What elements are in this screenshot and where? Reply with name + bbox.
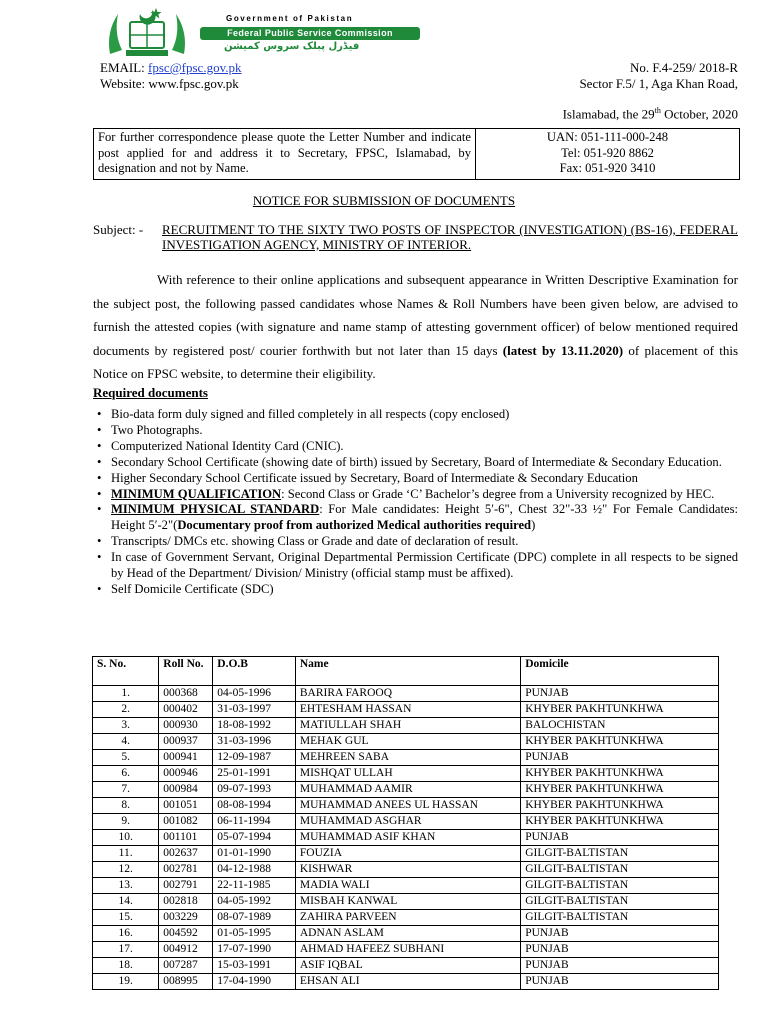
candidates-table [92,656,719,990]
cell-name: MUHAMMAD AAMIR [295,782,520,798]
cell-name: ASIF IQBAL [295,958,520,974]
qualification-item: • MINIMUM QUALIFICATION: Second Class or Grade ‘C’ Bachelor’s degree from a University recognized by HEC. [97,486,715,501]
physical-standard-item: • MINIMUM PHYSICAL STANDARD: For Male candidates: Height 5′-6", Chest 32"-33 ½" For Female Candidates: Height 5′-2"(Documentary proof from authorized Medical authorities required) [97,502,739,533]
cell-domicile: KHYBER PAKHTUNKHWA [521,734,719,750]
cell-name: KISHWAR [295,862,520,878]
cell-domicile: KHYBER PAKHTUNKHWA [521,814,719,830]
cell-sno: 15. [93,910,159,926]
cell-domicile: PUNJAB [521,750,719,766]
government-heading: Government of Pakistan [226,14,354,23]
bullet-icon: • [97,581,102,596]
cell-name: MADIA WALI [295,878,520,894]
subject-text: RECRUITMENT TO THE SIXTY TWO POSTS OF INSPECTOR (INVESTIGATION) (BS-16), FEDERAL INVESTIGATION AGENCY, MINISTRY OF INTERIOR. [162,222,738,252]
cell-dob: 05-07-1994 [213,830,296,846]
cell-roll-no: 000937 [159,734,213,750]
body-paragraph: With reference to their online applications and subsequent appearance in Written Descriptive Examination for the subject post, the following passed candidates whose Names & Roll Numbers have been given below, are advised to furnish the attested copies (with signature and name stamp of attesting government officer) of below mentioned required documents by registered post/ courier forthwith but not later than 15 days (latest by 13.11.2020) of placement of this Notice on FPSC website, to determine their eligibility. [93,272,738,381]
bullet-icon: • [97,407,102,421]
cell-roll-no: 003229 [159,910,213,926]
cell-sno: 14. [93,894,159,910]
cell-domicile: KHYBER PAKHTUNKHWA [521,782,719,798]
cell-roll-no: 004912 [159,942,213,958]
cell-name: FOUZIA [295,846,520,862]
cell-name: AHMAD HAFEEZ SUBHANI [295,942,520,958]
letterhead [104,4,434,58]
cell-sno: 9. [93,814,159,830]
email-line [100,60,241,76]
email-link[interactable]: fpsc@fpsc.gov.pk [148,60,242,75]
cell-roll-no: 000930 [159,718,213,734]
cell-roll-no: 000984 [159,782,213,798]
cell-dob: 04-05-1996 [213,686,296,702]
bullet-icon: • [97,454,102,469]
cell-sno: 7. [93,782,159,798]
list-item: • Bio-data form duly signed and filled completely in all respects (copy enclosed) [97,407,510,421]
cell-dob: 31-03-1997 [213,702,296,718]
commission-heading-urdu: فیڈرل پبلک سروس کمیشن [224,41,360,52]
cell-roll-no: 004592 [159,926,213,942]
cell-dob: 18-08-1992 [213,718,296,734]
dateline: Islamabad, the 29th October, 2020 [562,106,738,122]
cell-dob: 06-11-1994 [213,814,296,830]
cell-dob: 31-03-1996 [213,734,296,750]
cell-dob: 01-05-1995 [213,926,296,942]
cell-domicile: KHYBER PAKHTUNKHWA [521,766,719,782]
cell-sno: 12. [93,862,159,878]
cell-domicile: PUNJAB [521,686,719,702]
cell-name: BARIRA FAROOQ [295,686,520,702]
table-row [93,878,719,894]
cell-name: EHTESHAM HASSAN [295,702,520,718]
table-row [93,942,719,958]
cell-sno: 11. [93,846,159,862]
col-header-sno: S. No. [93,657,159,686]
table-row [93,894,719,910]
correspondence-box [93,128,740,180]
cell-domicile: GILGIT-BALTISTAN [521,910,719,926]
cell-sno: 6. [93,766,159,782]
table-row [93,798,719,814]
cell-dob: 15-03-1991 [213,958,296,974]
cell-roll-no: 001101 [159,830,213,846]
cell-domicile: PUNJAB [521,942,719,958]
required-documents-title: Required documents [93,385,208,400]
table-row [93,830,719,846]
cell-domicile: PUNJAB [521,974,719,990]
bullet-icon: • [97,486,102,501]
table-row [93,958,719,974]
table-row [93,974,719,990]
cell-roll-no: 000402 [159,702,213,718]
cell-sno: 4. [93,734,159,750]
table-row [93,910,719,926]
cell-name: MATIULLAH SHAH [295,718,520,734]
cell-sno: 10. [93,830,159,846]
cell-dob: 12-09-1987 [213,750,296,766]
table-row [93,734,719,750]
table-row [93,750,719,766]
correspondence-instructions: For further correspondence please quote the Letter Number and indicate post applied for and address it to Secretary, FPSC, Islamabad, by designation and not by Name. [94,129,476,179]
cell-domicile: KHYBER PAKHTUNKHWA [521,798,719,814]
cell-sno: 8. [93,798,159,814]
cell-name: MUHAMMAD ASIF KHAN [295,830,520,846]
cell-name: MEHAK GUL [295,734,520,750]
notice-title: NOTICE FOR SUBMISSION OF DOCUMENTS [252,193,516,208]
fax-number: Fax: 051-920 3410 [559,161,656,175]
cell-name: MUHAMMAD ASGHAR [295,814,520,830]
cell-roll-no: 000941 [159,750,213,766]
table-row [93,846,719,862]
cell-dob: 08-07-1989 [213,910,296,926]
uan-number: UAN: 051-111-000-248 [546,130,669,144]
bullet-icon: • [97,422,102,437]
table-row [93,814,719,830]
cell-sno: 3. [93,718,159,734]
cell-roll-no: 000368 [159,686,213,702]
list-item: • Transcripts/ DMCs etc. showing Class or Grade and date of declaration of result. [97,534,519,549]
cell-sno: 5. [93,750,159,766]
cell-sno: 19. [93,974,159,990]
bullet-icon: • [97,470,102,485]
table-row [93,718,719,734]
phone-numbers [476,129,739,179]
cell-roll-no: 008995 [159,974,213,990]
table-body [93,686,719,990]
cell-roll-no: 007287 [159,958,213,974]
col-header-domicile: Domicile [521,657,719,686]
cell-name: MUHAMMAD ANEES UL HASSAN [295,798,520,814]
cell-dob: 22-11-1985 [213,878,296,894]
col-header-name: Name [295,657,520,686]
cell-roll-no: 002637 [159,846,213,862]
list-item: • In case of Government Servant, Original Departmental Permission Certificate (DPC) complete in all respects to be signed by Head of the Department/ Division/ Ministry (official stamp must be affixed). [97,550,738,581]
cell-dob: 25-01-1991 [213,766,296,782]
deadline-text: (latest by 13.11.2020) [502,342,624,358]
cell-name: ZAHIRA PARVEEN [295,910,520,926]
cell-sno: 16. [93,926,159,942]
email-label: EMAIL: [100,60,149,75]
cell-name: EHSAN ALI [295,974,520,990]
cell-dob: 04-05-1992 [213,894,296,910]
cell-dob: 17-07-1990 [213,942,296,958]
cell-sno: 1. [93,686,159,702]
cell-dob: 08-08-1994 [213,798,296,814]
bullet-icon: • [97,534,102,549]
cell-domicile: GILGIT-BALTISTAN [521,894,719,910]
cell-sno: 18. [93,958,159,974]
list-item: • Two Photographs. [97,422,203,437]
col-header-roll: Roll No. [159,657,213,686]
cell-sno: 13. [93,878,159,894]
cell-roll-no: 000946 [159,766,213,782]
table-row [93,926,719,942]
cell-name: MISHQAT ULLAH [295,766,520,782]
cell-roll-no: 002818 [159,894,213,910]
col-header-dob: D.O.B [213,657,296,686]
subject-label: Subject: - [93,222,144,237]
cell-roll-no: 001051 [159,798,213,814]
table-row [93,862,719,878]
cell-sno: 17. [93,942,159,958]
table-row [93,766,719,782]
required-documents-list [93,407,738,598]
cell-dob: 17-04-1990 [213,974,296,990]
tel-number: Tel: 051-920 8862 [561,145,654,160]
cell-domicile: GILGIT-BALTISTAN [521,878,719,894]
bullet-icon: • [97,550,102,565]
cell-domicile: BALOCHISTAN [521,718,719,734]
list-item: • Higher Secondary School Certificate issued by Secretary, Board of Intermediate & Secondary Education [97,470,638,485]
cell-domicile: PUNJAB [521,830,719,846]
cell-domicile: GILGIT-BALTISTAN [521,846,719,862]
list-item: • Secondary School Certificate (showing date of birth) issued by Secretary, Board of Intermediate & Secondary Education. [97,454,722,469]
cell-domicile: GILGIT-BALTISTAN [521,862,719,878]
cell-dob: 01-01-1990 [213,846,296,862]
list-item: • Computerized National Identity Card (CNIC). [97,438,344,453]
state-emblem-icon [104,4,190,58]
website-line: Website: www.fpsc.gov.pk [100,76,239,91]
cell-dob: 09-07-1993 [213,782,296,798]
commission-heading: Federal Public Service Commission [200,27,420,40]
table-row [93,702,719,718]
list-item: • Self Domicile Certificate (SDC) [97,581,274,596]
cell-name: MEHREEN SABA [295,750,520,766]
cell-domicile: PUNJAB [521,958,719,974]
cell-name: MISBAH KANWAL [295,894,520,910]
office-address: Sector F.5/ 1, Aga Khan Road, [579,76,738,91]
cell-roll-no: 002781 [159,862,213,878]
cell-roll-no: 002791 [159,878,213,894]
cell-domicile: KHYBER PAKHTUNKHWA [521,702,719,718]
cell-name: ADNAN ASLAM [295,926,520,942]
table-row [93,782,719,798]
bullet-icon: • [97,502,102,517]
cell-dob: 04-12-1988 [213,862,296,878]
cell-domicile: PUNJAB [521,926,719,942]
table-row [93,686,719,702]
letter-number: No. F.4-259/ 2018-R [629,60,738,75]
cell-sno: 2. [93,702,159,718]
cell-roll-no: 001082 [159,814,213,830]
bullet-icon: • [97,438,102,453]
table-header-row [93,657,719,686]
